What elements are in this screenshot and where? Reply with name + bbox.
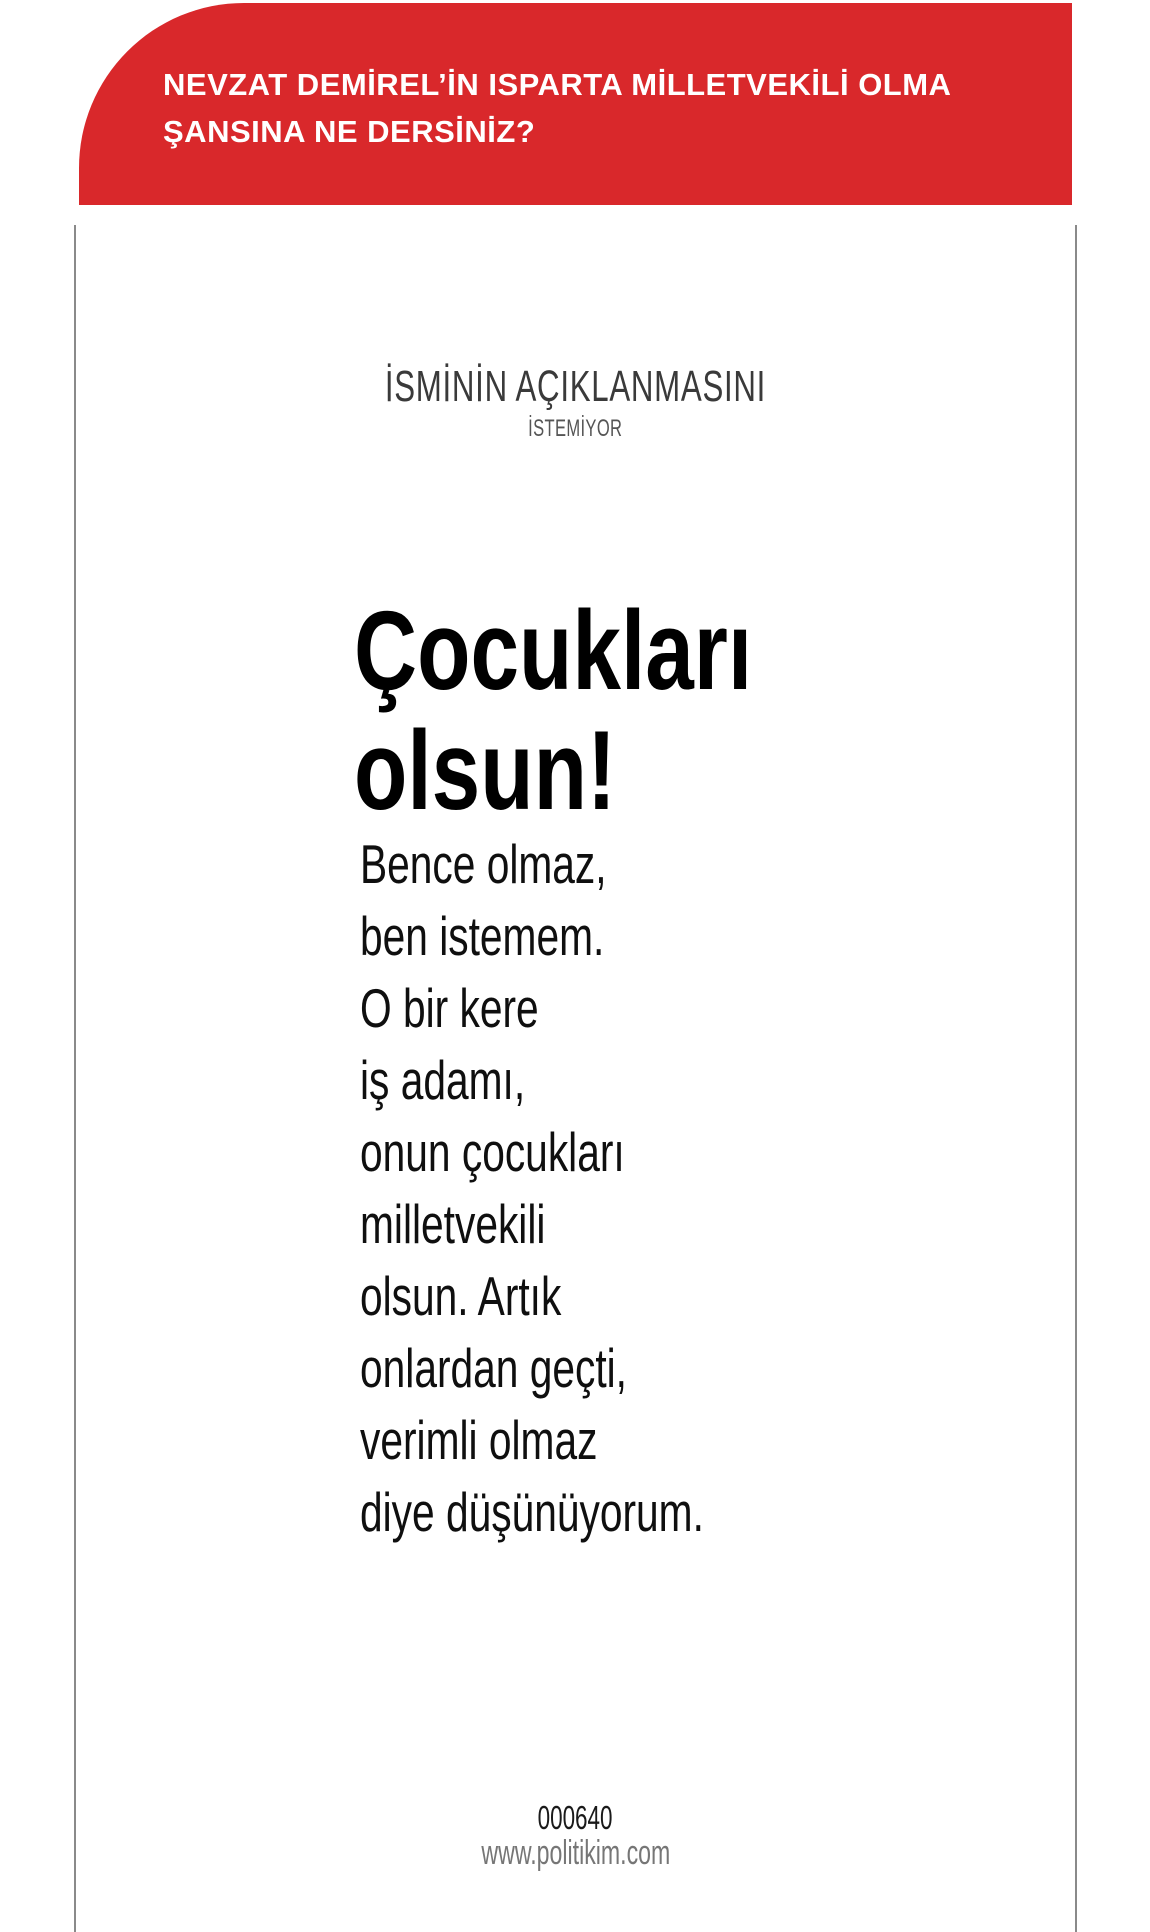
quote-line: verimli olmaz xyxy=(360,1409,598,1471)
source-subtitle-row xyxy=(74,415,1077,443)
quote-paragraph xyxy=(360,828,704,1548)
question-text xyxy=(163,61,951,155)
quote-line: ben istemem. xyxy=(360,905,605,967)
quote-line: onlardan geçti, xyxy=(360,1337,628,1399)
quote-line: onun çocukları xyxy=(360,1121,625,1183)
card-code: 000640 xyxy=(538,1799,613,1836)
question-line-2: ŞANSINA NE DERSİNİZ? xyxy=(163,114,536,149)
headline xyxy=(354,588,753,833)
source-title-row xyxy=(74,362,1077,412)
quote-line: olsun. Artık xyxy=(360,1265,562,1327)
question-banner xyxy=(79,3,1072,205)
headline-line-2: olsun! xyxy=(354,708,617,833)
quote-line: iş adamı, xyxy=(360,1049,526,1111)
quote-line: Bence olmaz, xyxy=(360,833,607,895)
footer-site-row xyxy=(74,1834,1077,1873)
question-line-1: NEVZAT DEMİREL’İN ISPARTA MİLLETVEKİLİ OLMA xyxy=(163,67,952,102)
quote-line: milletvekili xyxy=(360,1193,546,1255)
website-url: www.politikim.com xyxy=(481,1834,670,1872)
quote-line: diye düşünüyorum. xyxy=(360,1481,704,1543)
headline-line-1: Çocukları xyxy=(354,588,753,713)
source-title: İSMİNİN AÇIKLANMASINI xyxy=(384,362,767,411)
quote-line: O bir kere xyxy=(360,977,539,1039)
source-subtitle: İSTEMİYOR xyxy=(528,415,623,442)
footer-code-row xyxy=(74,1799,1077,1837)
